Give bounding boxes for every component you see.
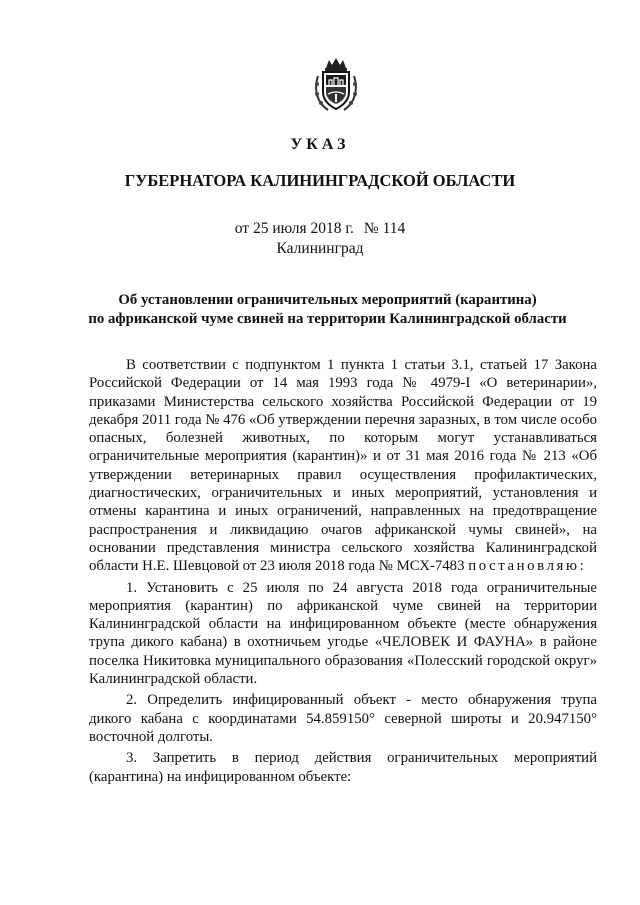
decree-item-2: 2. Определить инфицированный объект - место обнаружения трупа дикого кабана с координатами 54.859150° северной широты и 20.947150° восточной долготы. (89, 692, 597, 745)
issuer-title: ГУБЕРНАТОРА КАЛИНИНГРАДСКОЙ ОБЛАСТИ (124, 171, 516, 190)
decree-body (89, 356, 597, 786)
preamble-paragraph (89, 356, 597, 576)
date-line (0, 220, 640, 238)
document-heading: УКАЗ (290, 136, 350, 153)
decree-word: постановляю: (468, 558, 587, 575)
preamble-text: В соответствии с подпунктом 1 пункта 1 статьи 3.1, статьей 17 Закона Российской Федерации от 14 мая 1993 года № 4979-I «О ветеринарии», приказами Министерства сельского хозяйства Российской Федерации от 19 декабря 2011 года № 476 «Об утверждении перечня заразных, в том числе особо опасных, болезней животных, по которым могут устанавливаться ограничительные мероприятия (карантин)» и от 31 мая 2016 года № 213 «Об утверждении ветеринарных правил осуществления профилактических, диагностических, ограничительных и иных мероприятий, установления и отмены карантина и иных ограничений, направленных на предотвращение распространения и ликвидацию очагов африканской чумы свиней», на основании представления министра сельского хозяйства Калининградской области Н.Е. Шевцовой от 23 июля 2018 года № МСХ-7483 (89, 357, 598, 575)
subject-line-1: Об установлении ограничительных мероприятий (карантина) (118, 292, 537, 308)
subject-line-2: по африканской чуме свиней на территории Калининградской области (88, 310, 567, 327)
decree-item-1: 1. Установить с 25 июля по 24 августа 2018 года ограничительные мероприятия (карантин) по африканской чуме свиней на территории Калининградской области на инфицированном объекте (месте обнаружения трупа дикого кабана) в охотничьем угодье «ЧЕЛОВЕК И ФАУНА» в районе поселка Никитовка муниципального образования «Полесский городской округ» Калининградской области. (89, 579, 597, 688)
coat-of-arms-icon (312, 56, 360, 114)
decree-subject (60, 291, 595, 328)
decree-item-3: 3. Запретить в период действия ограничительных мероприятий (карантина) на инфицированном объекте: (89, 750, 597, 785)
issue-city: Калининград (276, 240, 364, 257)
coat-of-arms-emblem (312, 56, 360, 114)
decree-number: № 114 (363, 220, 406, 237)
issue-date: от 25 июля 2018 г. (234, 220, 354, 237)
